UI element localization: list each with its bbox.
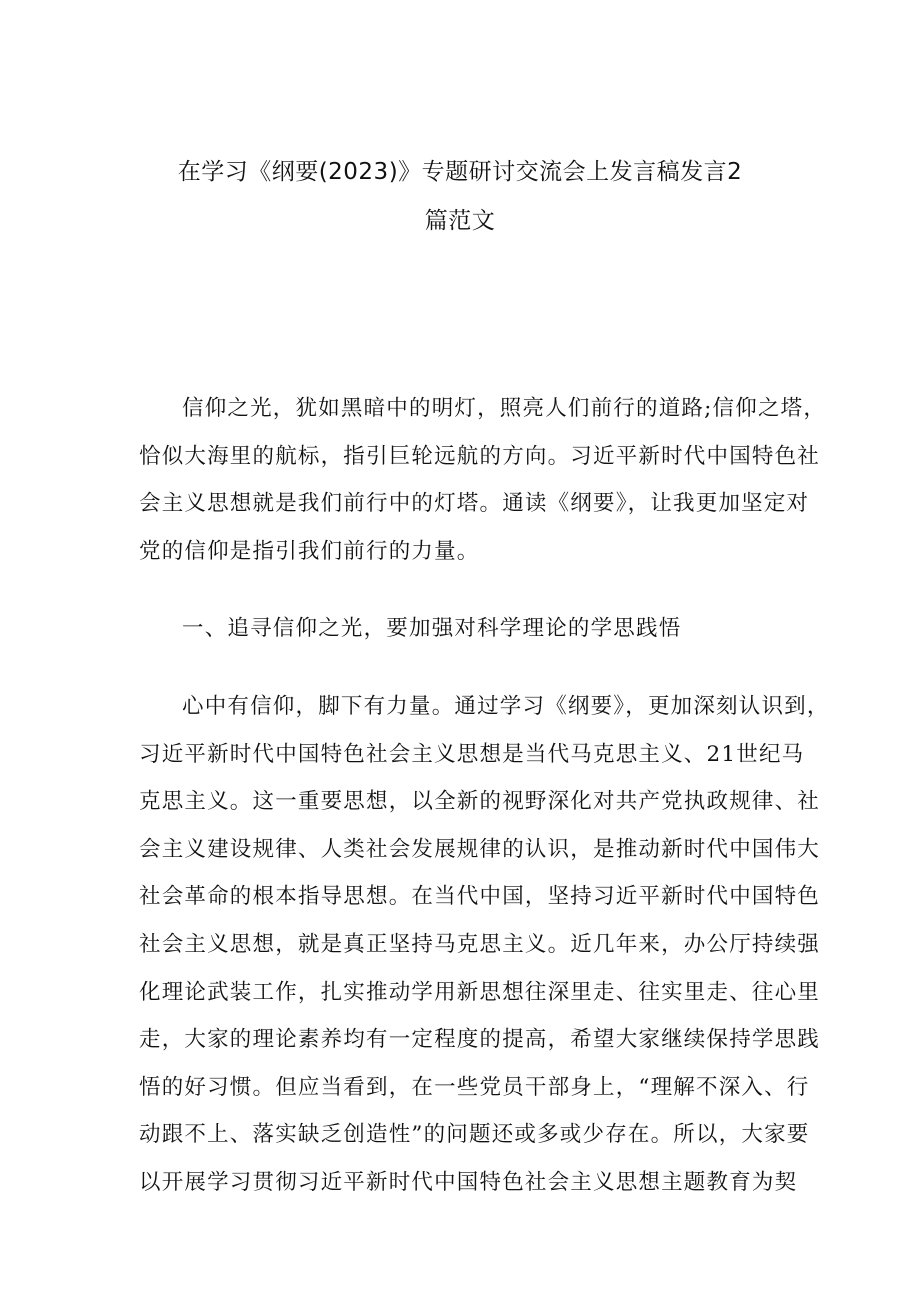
paragraph-line: 动跟不上、落实缺乏创造性”的问题还或多或少存在。所以，大家要 bbox=[139, 1122, 810, 1148]
section-heading: 一、追寻信仰之光，要加强对科学理论的学思践悟 bbox=[182, 616, 682, 642]
title-line-2: 篇范文 bbox=[424, 208, 496, 234]
paragraph-line: 社会革命的根本指导思想。在当代中国，坚持习近平新时代中国特色 bbox=[139, 884, 821, 910]
body-paragraph bbox=[139, 683, 830, 1207]
paragraph-gap bbox=[139, 575, 781, 605]
paragraph-line: 走，大家的理论素养均有一定程度的提高，希望大家继续保持学思践 bbox=[139, 1027, 821, 1053]
paragraph-line: 党的信仰是指引我们前行的力量。 bbox=[139, 538, 480, 564]
title-line-1: 在学习《纲要(2023)》专题研讨交流会上发言稿发言2 bbox=[177, 159, 743, 185]
paragraph-line: 会主义思想就是我们前行中的灯塔。通读《纲要》，让我更加坚定对 bbox=[139, 491, 810, 517]
document-title bbox=[120, 148, 800, 246]
paragraph-line: 恰似大海里的航标，指引巨轮远航的方向。习近平新时代中国特色社 bbox=[139, 443, 821, 469]
paragraph-line: 化理论武装工作，扎实推动学用新思想往深里走、往实里走、往心里 bbox=[139, 979, 821, 1005]
intro-paragraph bbox=[139, 385, 827, 575]
document-body bbox=[139, 385, 830, 1207]
paragraph-line: 悟的好习惯。但应当看到，在一些党员干部身上，“理解不深入、行 bbox=[139, 1074, 810, 1100]
paragraph-gap bbox=[139, 653, 781, 683]
paragraph-line: 社会主义思想，就是真正坚持马克思主义。近几年来，办公厅持续强 bbox=[139, 931, 821, 957]
paragraph-line: 习近平新时代中国特色社会主义思想是当代马克思主义、21世纪马 bbox=[139, 741, 805, 767]
paragraph-line: 心中有信仰，脚下有力量。通过学习《纲要》，更加深刻认识到， bbox=[182, 693, 830, 719]
paragraph-line: 克思主义。这一重要思想，以全新的视野深化对共产党执政规律、社 bbox=[139, 789, 821, 815]
paragraph-line: 信仰之光，犹如黑暗中的明灯，照亮人们前行的道路;信仰之塔， bbox=[182, 396, 827, 421]
paragraph-line: 会主义建设规律、人类社会发展规律的认识，是推动新时代中国伟大 bbox=[139, 836, 821, 862]
paragraph-line: 以开展学习贯彻习近平新时代中国特色社会主义思想主题教育为契 bbox=[139, 1169, 798, 1195]
